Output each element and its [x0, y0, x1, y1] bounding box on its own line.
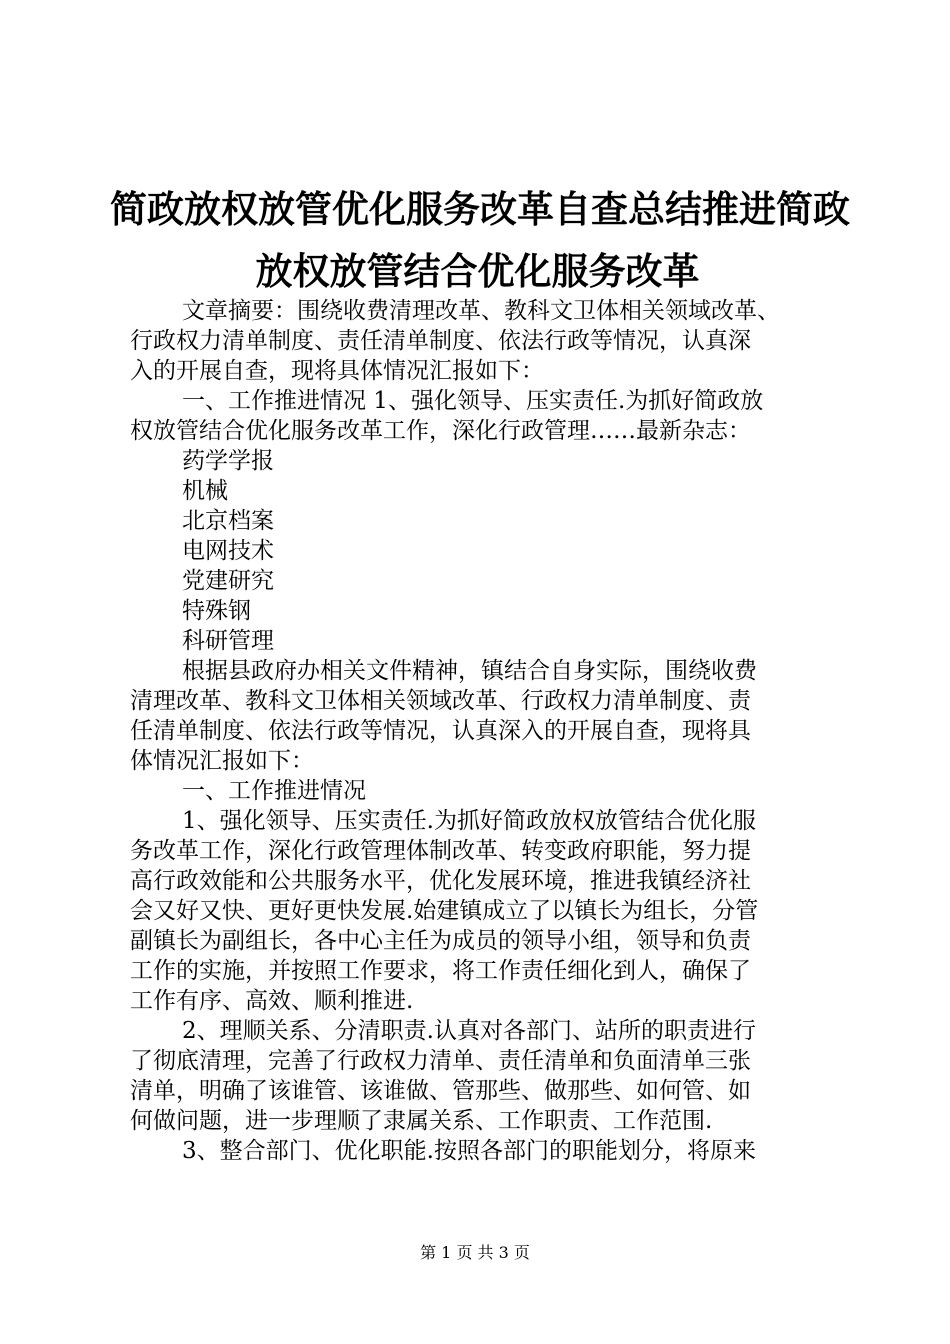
magazine-list-item: 党建研究 [182, 568, 274, 594]
body-line: 文章摘要：围绕收费清理改革、教科文卫体相关领域改革、 [182, 298, 780, 324]
body-line: 会又好又快、更好更快发展.始建镇成立了以镇长为组长，分管 [130, 898, 759, 924]
body-line: 权放管结合优化服务改革工作，深化行政管理……最新杂志： [130, 418, 751, 444]
body-line: 2、理顺关系、分清职责.认真对各部门、站所的职责进行 [182, 1018, 756, 1044]
document-title-line-1: 简政放权放管优化服务改革自查总结推进简政 [110, 188, 850, 231]
body-line: 一、工作推进情况 1、强化领导、压实责任.为抓好简政放 [182, 388, 764, 414]
magazine-list-item: 药学学报 [182, 448, 274, 474]
body-line: 清单，明确了该谁管、该谁做、管那些、做那些、如何管、如 [130, 1078, 751, 1104]
magazine-list-item: 机械 [182, 478, 228, 504]
magazine-list-item: 北京档案 [182, 508, 274, 534]
section-heading: 一、工作推进情况 [182, 778, 366, 804]
body-line: 根据县政府办相关文件精神，镇结合自身实际，围绕收费 [182, 658, 757, 684]
magazine-list-item: 电网技术 [182, 538, 274, 564]
document-body [130, 296, 842, 1166]
body-line: 1、强化领导、压实责任.为抓好简政放权放管结合优化服 [182, 808, 756, 834]
body-line: 副镇长为副组长，各中心主任为成员的领导小组，领导和负责 [130, 928, 751, 954]
body-line: 了彻底清理，完善了行政权力清单、责任清单和负面清单三张 [130, 1048, 751, 1074]
body-line: 高行政效能和公共服务水平，优化发展环境，推进我镇经济社 [130, 868, 751, 894]
body-line: 清理改革、教科文卫体相关领域改革、行政权力清单制度、责 [130, 688, 751, 714]
body-line: 入的开展自查，现将具体情况汇报如下： [130, 358, 544, 384]
body-line: 3、整合部门、优化职能.按照各部门的职能划分，将原来 [182, 1138, 756, 1164]
body-line: 何做问题，进一步理顺了隶属关系、工作职责、工作范围. [130, 1108, 713, 1134]
body-line: 任清单制度、依法行政等情况，认真深入的开展自查，现将具 [130, 718, 751, 744]
body-line: 工作的实施，并按照工作要求，将工作责任细化到人，确保了 [130, 958, 751, 984]
magazine-list-item: 特殊钢 [182, 598, 251, 624]
page-footer: 第 1 页 共 3 页 [420, 1243, 530, 1262]
body-line: 工作有序、高效、顺利推进. [130, 988, 414, 1014]
body-line: 体情况汇报如下： [130, 748, 314, 774]
magazine-list-item: 科研管理 [182, 628, 274, 654]
body-line: 行政权力清单制度、责任清单制度、依法行政等情况，认真深 [130, 328, 751, 354]
body-line: 务改革工作，深化行政管理体制改革、转变政府职能，努力提 [130, 838, 751, 864]
document-title-line-2: 放权放管结合优化服务改革 [255, 250, 700, 293]
